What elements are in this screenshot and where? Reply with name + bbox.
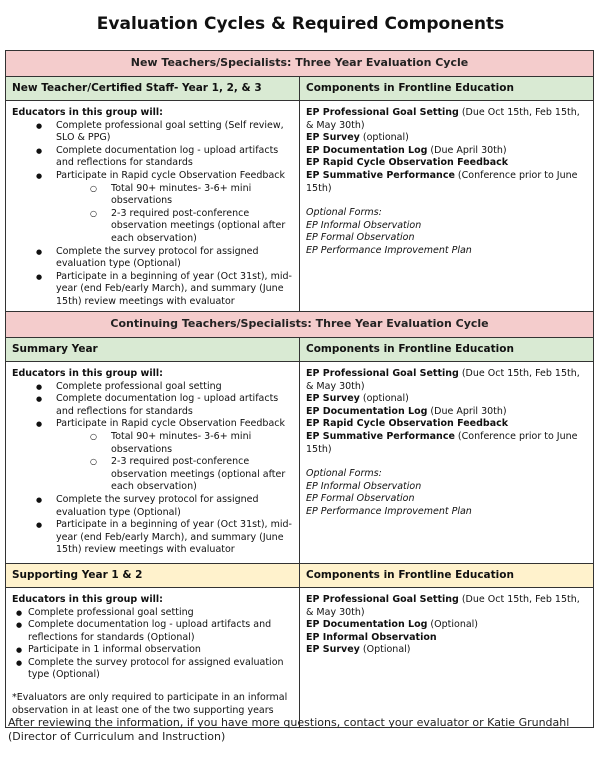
page-title: Evaluation Cycles & Required Components [96, 14, 505, 34]
list-item: ● Complete the survey protocol for assigned evaluation type (Optional) [36, 494, 293, 519]
new-teachers-table [5, 50, 594, 316]
component-item: EP Informal Observation [306, 631, 437, 643]
list-item: ● Participate in Rapid cycle Observation Feedback ○ Total 90+ minutes- 3-6+ mini observations ○ 2-3 required post-conference observation meetings (optional after each observation) [36, 170, 293, 246]
list-item: ● Complete professional goal setting (Self review, SLO & PPG) [36, 120, 293, 145]
requirements-lead: Educators in this group will: [12, 107, 163, 118]
sub-list-item: ○ 2-3 required post-conference observation meetings (optional after each observation) [90, 208, 293, 246]
component-item: EP Survey (optional) [306, 393, 409, 405]
footer-note: After reviewing the information, if you have more questions, contact your evaluator or Katie Grundahl (Director of Curriculum and Instruction) [8, 716, 570, 743]
optional-forms: Optional Forms: EP Informal Observation EP Formal Observation EP Performance Improvement Plan [306, 468, 472, 517]
list-item: ● Complete documentation log - upload artifacts and reflections for standards [36, 145, 293, 170]
summary-year-header: Summary Year [6, 338, 300, 362]
component-item: EP Professional Goal Setting (Due Oct 15th, Feb 15th, & May 30th) [306, 368, 580, 392]
group-header: New Teacher/Certified Staff- Year 1, 2, & 3 [6, 77, 300, 101]
component-item: EP Survey (optional) [306, 132, 409, 144]
supporting-components-cell [300, 587, 594, 727]
component-item: EP Documentation Log (Due April 30th) [306, 144, 507, 156]
sub-list-item: ○ Total 90+ minutes- 3-6+ mini observations [90, 431, 293, 456]
list-item: ● Participate in Rapid cycle Observation Feedback ○ Total 90+ minutes- 3-6+ mini observations ○ 2-3 required post-conference observation meetings (optional after each observation) [36, 418, 293, 494]
components-header: Components in Frontline Education [300, 77, 594, 101]
requirements-list [12, 120, 293, 309]
table-banner: New Teachers/Specialists: Three Year Evaluation Cycle [6, 51, 594, 77]
table-banner: Continuing Teachers/Specialists: Three Year Evaluation Cycle [6, 312, 594, 338]
evaluator-note: *Evaluators are only required to participate in an informal observation in at least one of the two supporting years [12, 692, 288, 716]
requirements-lead: Educators in this group will: [12, 593, 163, 605]
list-item: ● Complete documentation log - upload artifacts and reflections for standards [36, 393, 293, 418]
supporting-list [12, 607, 293, 683]
list-item: ● Complete professional goal setting [16, 607, 293, 620]
component-item: EP Professional Goal Setting (Due Oct 15th, Feb 15th, & May 30th) [306, 107, 580, 131]
component-item: EP Rapid Cycle Observation Feedback [306, 157, 509, 169]
list-item: ● Participate in a beginning of year (Oct 31st), mid-year (end Feb/early March), and summary (June 15th) review meetings with evaluator [36, 519, 293, 557]
optional-forms: Optional Forms: EP Informal Observation EP Formal Observation EP Performance Improvement Plan [306, 207, 472, 256]
sub-list-item: ○ Total 90+ minutes- 3-6+ mini observations [90, 183, 293, 208]
sub-list [56, 431, 293, 494]
component-item: EP Rapid Cycle Observation Feedback [306, 418, 509, 430]
component-item: EP Professional Goal Setting (Due Oct 15th, Feb 15th, & May 30th) [306, 593, 580, 618]
supporting-year-header: Supporting Year 1 & 2 [6, 563, 300, 587]
component-item: EP Documentation Log (Due April 30th) [306, 405, 507, 417]
requirements-cell [6, 101, 300, 316]
component-item: EP Summative Performance (Conference prior to June 15th) [306, 430, 578, 455]
list-item: ● Complete the survey protocol for assigned evaluation type (Optional) [36, 246, 293, 271]
requirements-cell [6, 362, 300, 564]
requirements-list [12, 381, 293, 557]
component-item: EP Survey (Optional) [306, 644, 411, 656]
requirements-lead: Educators in this group will: [12, 368, 163, 379]
list-item: ● Complete professional goal setting [36, 381, 293, 394]
list-item: ● Complete the survey protocol for assigned evaluation type (Optional) [16, 657, 293, 682]
components-header: Components in Frontline Education [300, 338, 594, 362]
supporting-requirements-cell [6, 587, 300, 727]
components-header: Components in Frontline Education [300, 563, 594, 587]
continuing-teachers-table [5, 311, 594, 728]
component-item: EP Documentation Log (Optional) [306, 619, 479, 631]
list-item: ● Complete documentation log - upload artifacts and reflections for standards (Optional) [16, 619, 293, 644]
list-item: ● Participate in 1 informal observation [16, 644, 293, 657]
list-item: ● Participate in a beginning of year (Oct 31st), mid-year (end Feb/early March), and summary (June 15th) review meetings with evaluator [36, 271, 293, 309]
components-cell [300, 362, 594, 564]
components-cell [300, 101, 594, 316]
sub-list-item: ○ 2-3 required post-conference observation meetings (optional after each observation) [90, 456, 293, 494]
sub-list [56, 183, 293, 246]
component-item: EP Summative Performance (Conference prior to June 15th) [306, 169, 578, 194]
